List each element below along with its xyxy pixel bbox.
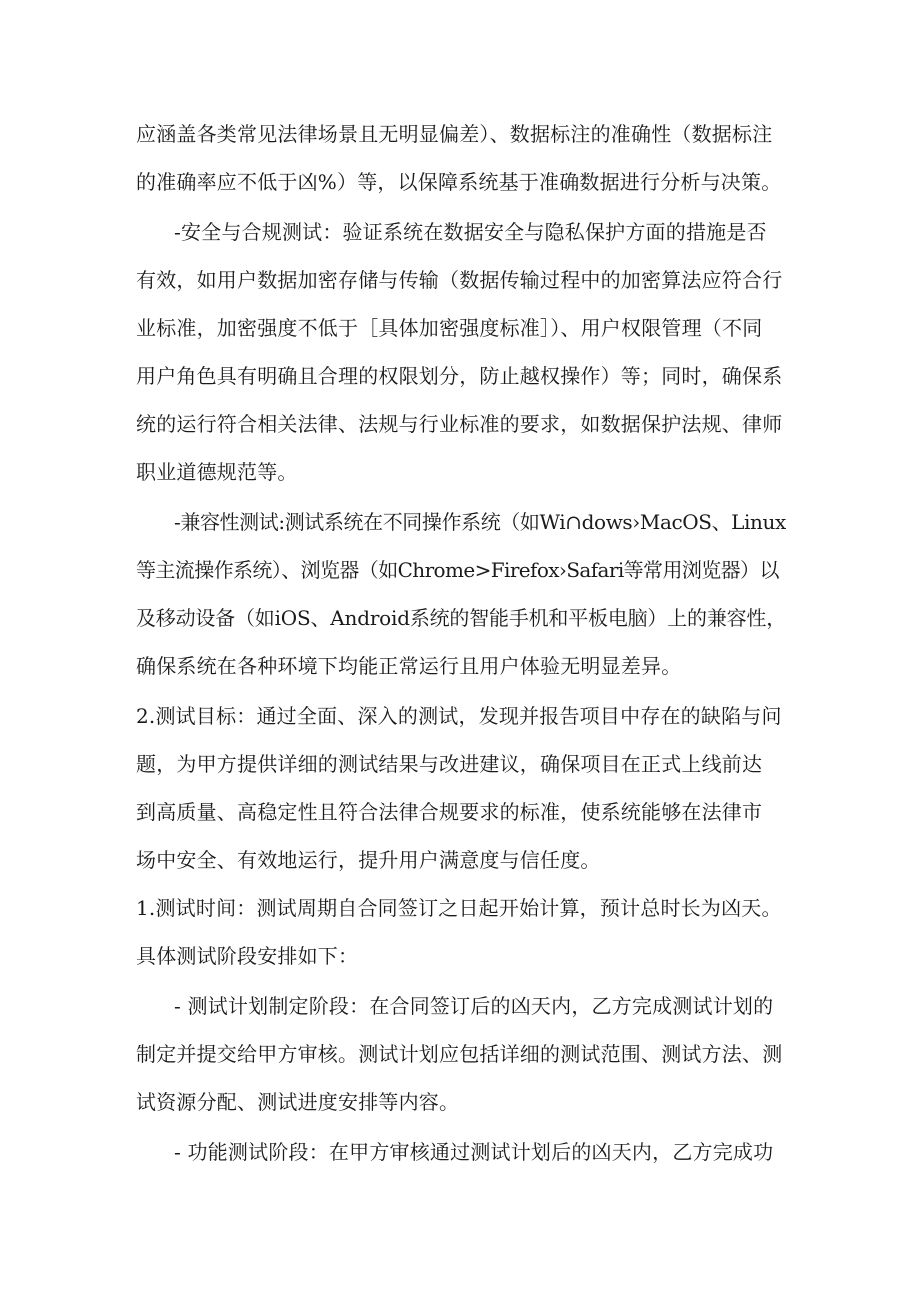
text-line: 统的运行符合相关法律、法规与行业标准的要求，如数据保护法规、律师 [136,412,783,436]
text-line: 具体测试阶段安排如下： [136,944,359,968]
text-line: 到高质量、高稳定性且符合法律合规要求的标准，使系统能够在法律市 [136,800,763,824]
text-line: 等主流操作系统）、浏览器（如Chrome>Firefox›Safari等常用浏览器）以 [136,558,779,582]
text-line: 确保系统在各种环境下均能正常运行且用户体验无明显差异。 [136,654,682,678]
text-line: 试资源分配、测试进度安排等内容。 [136,1090,460,1114]
text-line: 题，为甲方提供详细的测试结果与改进建议，确保项目在正式上线前达 [136,752,763,776]
text-line: 职业道德规范等。 [136,460,298,484]
text-line: 2.测试目标：通过全面、深入的测试，发现并报告项目中存在的缺陷与问 [136,704,782,728]
text-line: -兼容性测试:测试系统在不同操作系统（如Wi∩dows›MacOS、Linux [174,510,786,534]
text-line: 制定并提交给甲方审核。测试计划应包括详细的测试范围、测试方法、测 [136,1042,783,1066]
text-line: 用户角色具有明确且合理的权限划分，防止越权操作）等；同时，确保系 [136,364,783,388]
text-line: 场中安全、有效地运行，提升用户满意度与信任度。 [136,848,601,872]
text-line: 应涵盖各类常见法律场景且无明显偏差）、数据标注的准确性（数据标注 [136,122,773,146]
text-line: 有效，如用户数据加密存储与传输（数据传输过程中的加密算法应符合行 [136,268,783,292]
text-line: 及移动设备（如iOS、Android系统的智能手机和平板电脑）上的兼容性， [136,606,786,630]
text-line: -安全与合规测试：验证系统在数据安全与隐私保护方面的措施是否 [174,220,767,244]
text-line: - 测试计划制定阶段：在合同签订后的凶天内，乙方完成测试计划的 [174,994,774,1018]
text-line: 1.测试时间：测试周期自合同签订之日起开始计算，预计总时长为凶天。 [136,896,782,920]
text-line: - 功能测试阶段：在甲方审核通过测试计划后的凶天内，乙方完成功 [174,1140,774,1164]
text-line: 的准确率应不低于凶%）等，以保障系统基于准确数据进行分析与决策。 [136,170,782,194]
text-line: 业标准，加密强度不低于［具体加密强度标准］）、用户权限管理（不同 [136,316,763,340]
